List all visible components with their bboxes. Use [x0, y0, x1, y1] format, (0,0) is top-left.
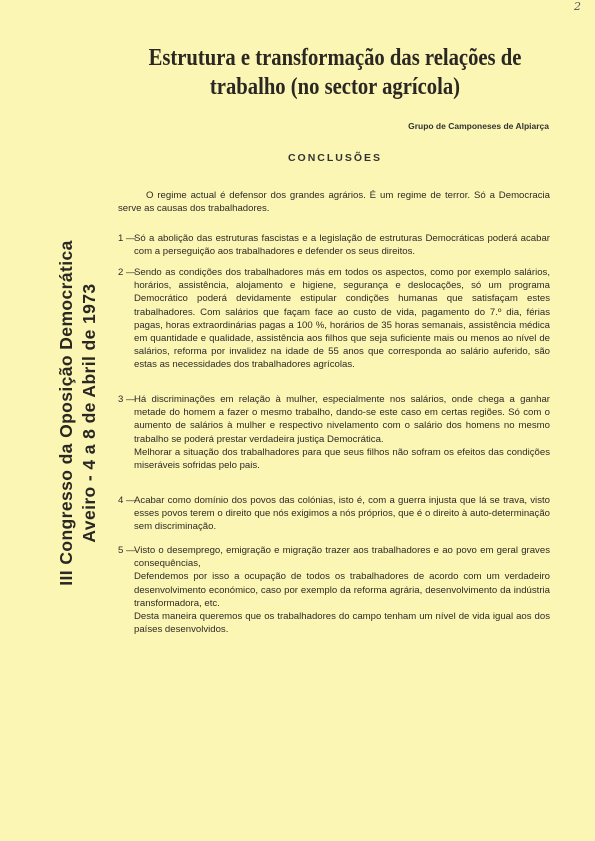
item-paragraph: Defendemos por isso a ocupação de todos os trabalhadores de acordo com um verdadeiro desenvolvimento económico, caso por exemplo da reforma agrária, desenvolvimento da indústria transformadora, etc.: [134, 571, 550, 609]
conclusion-item-2: [118, 266, 550, 372]
item-paragraph: Há discriminações em relação à mulher, especialmente nos salários, onde chega a ganhar metade do homem a fazer o mesmo trabalho, dando-se este caso em certas regiões. Só com o aumento de salários à mulher e respectivo nivelamento com o salário dos homens no mesmo trabalho se poderá prestar verdadeira justiça Democrática.: [134, 394, 550, 445]
item-paragraph: Só a abolição das estruturas fascistas e a legislação de estruturas Democráticas poderá acabar com a perseguição aos trabalhadores e defender os seus direitos.: [134, 233, 550, 258]
item-paragraph: Visto o desemprego, emigração e migração trazer aos trabalhadores e ao povo em geral graves consequências,: [134, 545, 550, 570]
item-text: [134, 266, 550, 372]
item-text: [134, 494, 550, 534]
conclusion-item-5: [118, 544, 550, 636]
item-number: 3 —: [118, 394, 136, 405]
item-text: [134, 232, 550, 258]
congress-sidebar: [48, 235, 108, 590]
item-text: [134, 544, 550, 636]
item-number: 4 —: [118, 495, 136, 506]
congress-date: Aveiro - 4 a 8 de Abril de 1973: [79, 283, 99, 543]
section-heading: CONCLUSÕES: [287, 152, 383, 164]
congress-name: III Congresso da Oposição Democrática: [56, 240, 76, 586]
title-line-1: Estrutura e transformação das relações de: [148, 45, 522, 71]
page-number: 2: [574, 0, 581, 13]
congress-label: [55, 236, 101, 591]
item-paragraph: Acabar como domínio dos povos das colónias, isto é, com a guerra injusta que lá se trava, visto esses povos terem o direito que nós exigimos a nós próprios, que é o direito à auto-determinação sem discriminação.: [134, 495, 550, 533]
item-paragraph: Desta maneira queremos que os trabalhadores do campo tenham um nível de vida igual aos dos países desenvolvidos.: [134, 611, 550, 636]
item-number: 2 —: [118, 267, 136, 278]
intro-paragraph: O regime actual é defensor dos grandes agrários. É um regime de terror. Só a Democracia serve as causas dos trabalhadores.: [118, 190, 550, 215]
item-paragraph: Melhorar a situação dos trabalhadores para que seus filhos não sofram os efeitos das condições miseráveis sofridas pelo pais.: [134, 446, 550, 472]
conclusion-item-3: [118, 393, 550, 472]
title-line-2: trabalho (no sector agrícola): [209, 74, 461, 100]
document-title: [133, 44, 537, 102]
item-paragraph: Sendo as condições dos trabalhadores más em todos os aspectos, como por exemplo salários, horários, assistência, alojamento e higiene, segurança e deslocações, só um programa Democrático poderá devidamente estipular condições humanas que satisfaçam estes trabalhadores. Com salários que façam face ao custo de vida, pagamento do 7.º dia, férias pagas, horas extraordinárias pagas a 100 %, horários de 35 horas semanais, assistência médica em quantidade e qualidade, assistência aos filhos que seja suficiente mais ou menos ao nível de salários, reforma por invalidez na idade de 55 anos que corresponda ao salário auferido, são estas as necessidades dos trabalhadores agrícolas.: [134, 267, 550, 371]
author-line: Grupo de Camponeses de Alpiarça: [408, 121, 549, 131]
item-text: [134, 393, 550, 472]
item-number: 5 —: [118, 545, 136, 556]
conclusion-item-4: [118, 494, 550, 534]
item-number: 1 —: [118, 233, 136, 244]
conclusion-item-1: [118, 232, 550, 258]
